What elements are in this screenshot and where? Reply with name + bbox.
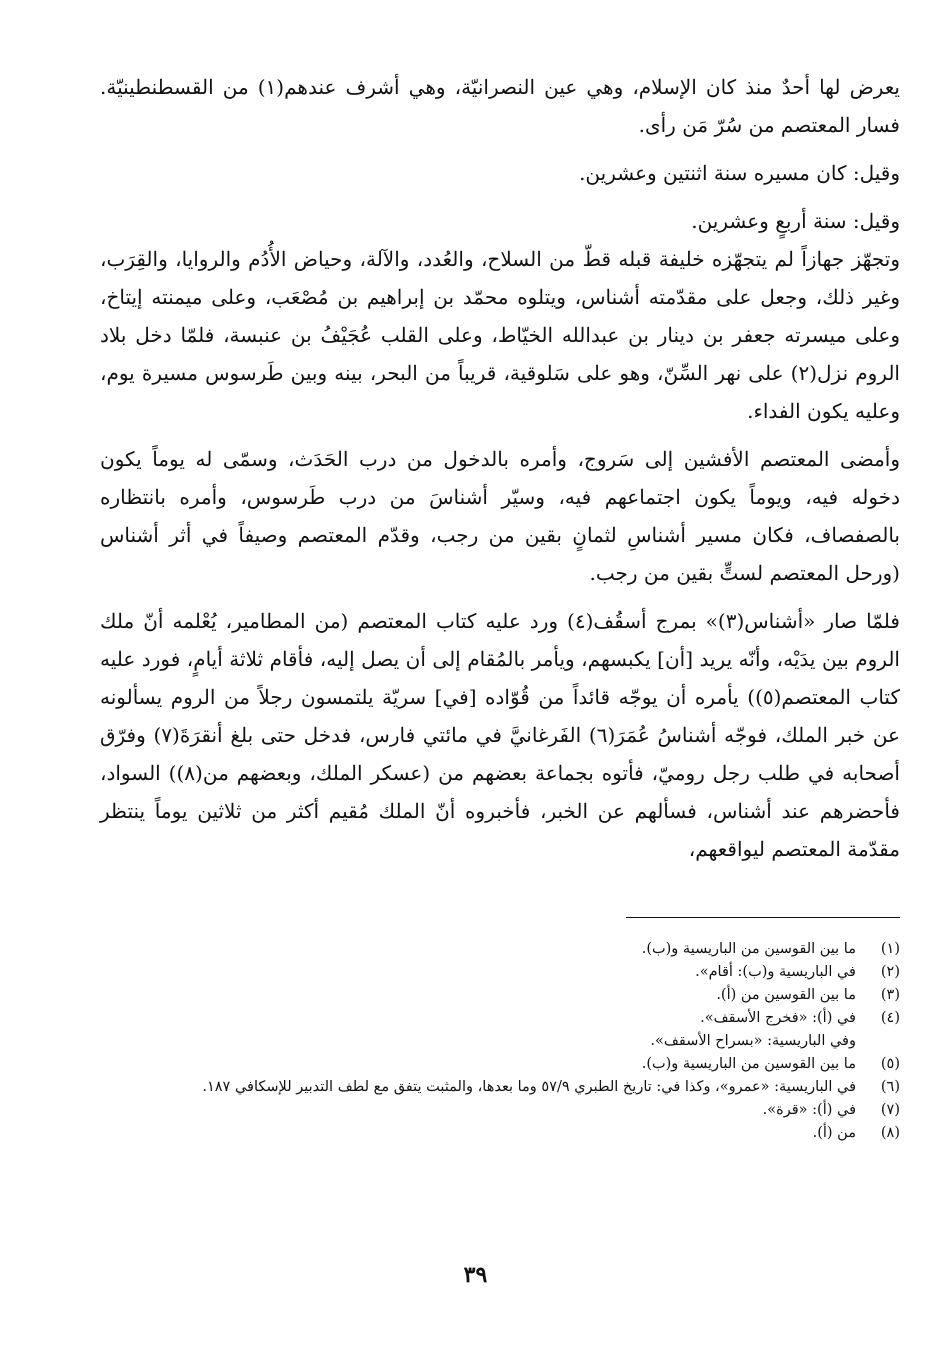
- footnote-number: (٦): [880, 1079, 900, 1095]
- footnote-text: في (أ): «فخرج الأسقف».: [700, 1010, 856, 1026]
- footnote-text: في (أ): «قرة».: [762, 1102, 856, 1118]
- footnote-item: [100, 1007, 900, 1030]
- footnote-number: (٢): [880, 964, 900, 980]
- paragraph: يعرض لها أحدٌ منذ كان الإسلام، وهي عين النصرانيّة، وهي أشرف عندهم(١) من القسطنطينيّة. فسار المعتصم من سُرّ مَن رأى.: [100, 75, 900, 137]
- footnote-text: في الباريسية: «عمرو»، وكذا في: تاريخ الطبري ٥٧/٩ وما بعدها، والمثبت يتفق مع لطف التدبير للإسكافي ١٨٧.: [202, 1079, 856, 1095]
- paragraph: فلمّا صار «أشناس(٣)» بمرج أسقُف(٤) ورد عليه كتاب المعتصم (من المطامير، يُعْلمه أنّ ملك الروم بين يدَيْه، وأنّه يريد [أن] يكبسهم، ويأمر بالمُقام إلى أن يصل إليه، فأقام ثلاثة أيامٍ، فورد عليه كتاب المعتصم(٥)) يأمره أن يوجّه قائداً من قُوّاده [في] سريّة يلتمسون رجلاً من الروم يسألونه عن خبر الملك، فوجّه أشناسُ عُمَرَ(٦) الفَرغانيَّ في مائتي فارس، فدخل حتى بلغ أنقرَةَ(٧) وفرّق أصحابه في طلب رجل روميّ، فأتوه بجماعة بعضهم من (عسكر الملك، وبعضهم من(٨)) السواد، فأحضرهم عند أشناس، فسألهم عن الخبر، فأخبروه أنّ الملك مُقيم أكثر من ثلاثين يوماً ينتظر مقدّمة المعتصم ليواقعهم،: [100, 609, 900, 861]
- paragraph: وتجهّز جهازاً لم يتجهّزه خليفة قبله قطّ من السلاح، والعُدد، والآلة، وحياض الأُدُم والروايا، والقِرَب، وغير ذلك، وجعل على مقدّمته أشناس، ويتلوه محمّد بن إبراهيم بن مُصْعَب، وعلى ميمنته إيتاخ، وعلى ميسرته جعفر بن دينار بن عبدالله الخيّاط، وعلى القلب عُجَيْفُ بن عنبسة، فلمّا دخل بلاد الروم نزل(٢) على نهر السِّنّ، وهو على سَلوقية، قريباً من البحر، بينه وبين طَرسوس مسيرة يوم، وعليه يكون الفداء.: [100, 247, 900, 423]
- footnote-number: (٣): [880, 987, 900, 1003]
- page-number: ٣٩: [463, 1262, 488, 1288]
- footnote-item: [100, 1053, 900, 1076]
- footnote-continuation: وفي الباريسية: «بسراح الأسقف».: [650, 1033, 856, 1049]
- main-text: [100, 68, 900, 868]
- paragraph: وقيل: سنة أربعٍ وعشرين.: [691, 209, 900, 233]
- footnote-number: (٥): [880, 1056, 900, 1072]
- paragraph: وأمضى المعتصم الأفشين إلى سَروج، وأمره بالدخول من درب الحَدَث، وسمّى له يوماً يكون دخوله فيه، ويوماً يكون اجتماعهم فيه، وسيّر أشناسَ من درب طَرسوس، وأمره بانتظاره بالصفصاف، فكان مسير أشناسِ لثمانٍ بقين من رجب، وقدّم المعتصم وصيفاً في أثر أشناس (ورحل المعتصم لستٍّ بقين من رجب.: [100, 447, 900, 585]
- footnote-item: [100, 984, 900, 1007]
- footnote-number: (١): [880, 941, 900, 957]
- footnote-number: (٤): [880, 1010, 900, 1026]
- footnote-number: (٨): [880, 1125, 900, 1141]
- paragraph: وقيل: كان مسيره سنة اثنتين وعشرين.: [579, 161, 900, 185]
- footnote-text: من (أ).: [812, 1125, 856, 1141]
- footnote-item: [100, 1122, 900, 1145]
- footnote-item: [100, 961, 900, 984]
- footnote-text: ما بين القوسين من (أ).: [716, 987, 856, 1003]
- footnote-item: [100, 938, 900, 961]
- footnote-number: (٧): [880, 1102, 900, 1118]
- footnotes: [100, 938, 900, 1145]
- footnote-item: [100, 1099, 900, 1122]
- footnote-text: ما بين القوسين من الباريسية و(ب).: [641, 1056, 856, 1072]
- footnote-item: [100, 1076, 900, 1099]
- footnote-divider: [626, 917, 900, 918]
- footnote-text: في الباريسية و(ب): أقام».: [695, 964, 856, 980]
- footnote-text: ما بين القوسين من الباريسية و(ب).: [641, 941, 856, 957]
